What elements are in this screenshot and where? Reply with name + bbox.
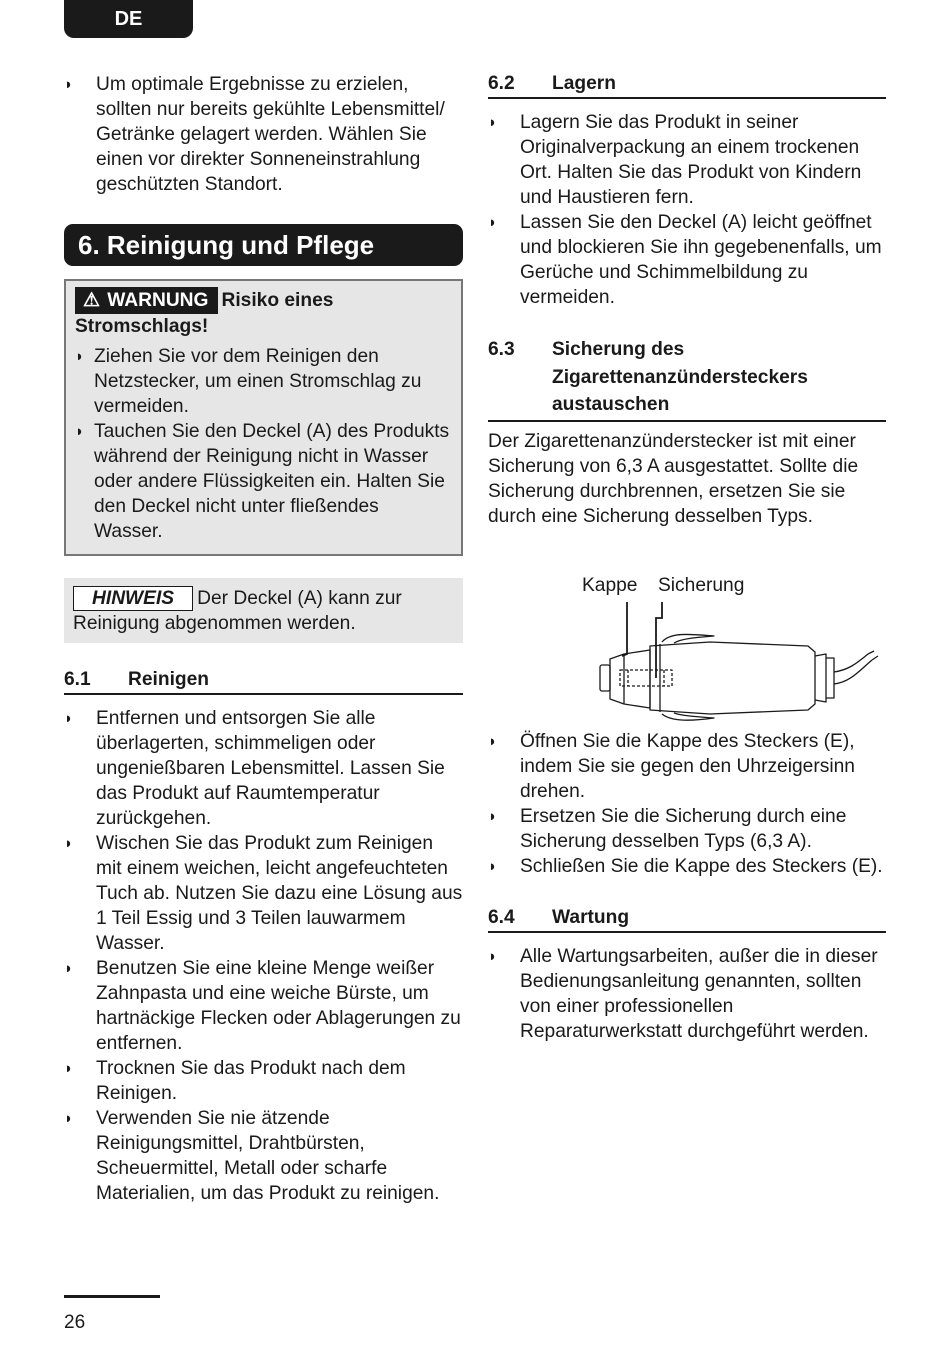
bullet-icon: ◗ <box>64 710 74 727</box>
list-item-text: Ziehen Sie vor dem Reinigen den Netzstecker, um einen Stromschlag zu vermeiden. <box>94 346 422 417</box>
warning-title-line2: Stromschlags! <box>75 316 209 337</box>
list-item-text: Verwenden Sie nie ätzende Reinigungsmittel, Drahtbürsten, Scheuermittel, Metall oder scharfe Materialien, um das Produkt zu reinigen. <box>96 1108 440 1204</box>
list-item-text: Benutzen Sie eine kleine Menge weißer Zahnpasta und eine weiche Bürste, um hartnäckige Flecken oder Ablagerungen zu entfernen. <box>96 958 461 1054</box>
section-6-4-bullet-list <box>488 944 886 1044</box>
list-item <box>75 419 452 544</box>
list-item-text: Trocknen Sie das Produkt nach dem Reinigen. <box>96 1058 406 1104</box>
lighter-plug-figure <box>590 596 880 726</box>
warning-bullet-list <box>75 344 452 544</box>
warning-badge-label: WARNUNG <box>107 290 209 311</box>
list-item-text: Entfernen und entsorgen Sie alle überlagerten, schimmeligen oder ungenießbaren Lebensmittel. Lassen Sie das Produkt auf Raumtemperatur zurückgehen. <box>96 708 445 829</box>
list-item-text: Ersetzen Sie die Sicherung durch eine Sicherung desselben Typs (6,3 A). <box>520 806 847 852</box>
bullet-icon: ◗ <box>64 960 74 977</box>
warning-header <box>75 287 452 314</box>
list-item <box>64 706 463 831</box>
section-title: Lagern <box>552 73 616 94</box>
section-6-2-heading <box>488 71 886 99</box>
bullet-icon: ◗ <box>75 423 85 440</box>
section-title-line1: Sicherung des <box>552 339 685 360</box>
list-item <box>488 854 886 879</box>
bullet-icon: ◗ <box>488 858 498 875</box>
bullet-icon: ◗ <box>488 733 498 750</box>
warning-box <box>64 279 463 556</box>
list-item <box>488 210 886 310</box>
bullet-icon: ◗ <box>488 114 498 131</box>
bullet-icon: ◗ <box>64 1060 74 1077</box>
list-item-text: Schließen Sie die Kappe des Steckers (E). <box>520 856 883 877</box>
list-item <box>64 72 463 197</box>
section-title: Reinigen <box>128 669 210 690</box>
section-title: Wartung <box>552 907 630 928</box>
bullet-icon: ◗ <box>488 948 498 965</box>
list-item <box>64 831 463 956</box>
section-6-3-paragraph: Der Zigarettenanzünderstecker ist mit einer Sicherung von 6,3 A ausgestattet. Sollte die Sicherung durchbrennen, ersetzen Sie sie durch eine Sicherung desselben Typs. <box>488 431 859 527</box>
section-6-4-heading <box>488 905 886 933</box>
warning-badge <box>75 287 218 314</box>
bullet-icon: ◗ <box>488 808 498 825</box>
list-item <box>75 344 452 419</box>
chapter-heading: 6. Reinigung und Pflege <box>64 224 463 266</box>
note-box <box>64 578 463 643</box>
warning-triangle-icon: ⚠ <box>83 290 101 311</box>
list-item <box>64 1106 463 1206</box>
list-item <box>488 110 886 210</box>
list-item <box>488 729 886 804</box>
list-item <box>488 944 886 1044</box>
bullet-icon: ◗ <box>64 1110 74 1127</box>
list-item-text: Tauchen Sie den Deckel (A) des Produkts während der Reinigung nicht in Wasser oder andere Flüssigkeiten ein. Halten Sie den Deckel nicht unter fließendes Wasser. <box>94 421 450 542</box>
page-number: 26 <box>64 1312 86 1333</box>
section-title <box>552 336 886 419</box>
list-item-text: Lagern Sie das Produkt in seiner Originalverpackung an einem trockenen Ort. Halten Sie das Produkt von Kindern und Haustieren fern. <box>520 112 862 208</box>
section-6-1-bullet-list <box>64 706 463 1206</box>
section-6-1-heading <box>64 667 463 695</box>
bullet-icon: ◗ <box>64 76 74 93</box>
section-title-line2: Zigarettenanzündersteckers <box>552 366 808 388</box>
section-number: 6.4 <box>488 907 515 928</box>
intro-bullet-list <box>64 72 463 197</box>
section-6-2-bullet-list <box>488 110 886 310</box>
bullet-icon: ◗ <box>75 348 85 365</box>
section-number: 6.2 <box>488 73 515 94</box>
list-item <box>64 956 463 1056</box>
bullet-icon: ◗ <box>64 835 74 852</box>
note-badge: HINWEIS <box>73 586 193 611</box>
figure-label-cap: Kappe <box>582 575 638 596</box>
section-number: 6.1 <box>64 669 91 690</box>
section-6-3-heading <box>488 336 886 422</box>
list-item <box>64 1056 463 1106</box>
list-item-text: Wischen Sie das Produkt zum Reinigen mit einem weichen, leicht angefeuchteten Tuch ab. Nutzen Sie dazu eine Lösung aus 1 Teil Essig und 3 Teilen lauwarmem Wasser. <box>96 833 463 954</box>
list-item-text: Lassen Sie den Deckel (A) leicht geöffnet und blockieren Sie ihn gegebenenfalls, um Gerüche und Schimmelbildung zu vermeiden. <box>520 212 882 308</box>
section-title-line3: austauschen <box>552 394 670 415</box>
section-number: 6.3 <box>488 339 515 360</box>
language-tab: DE <box>64 0 193 38</box>
list-item-text: Alle Wartungsarbeiten, außer die in dieser Bedienungsanleitung genannten, sollten von einer professionellen Reparaturwerkstatt durchgeführt werden. <box>520 946 878 1042</box>
figure-label-fuse: Sicherung <box>658 575 745 596</box>
bullet-icon: ◗ <box>488 214 498 231</box>
section-6-3-bullet-list <box>488 729 886 879</box>
list-item-text: Öffnen Sie die Kappe des Steckers (E), indem Sie sie gegen den Uhrzeigersinn drehen. <box>520 731 855 802</box>
page-number-rule <box>64 1295 160 1298</box>
warning-title-line1: Risiko eines <box>221 290 334 311</box>
list-item-text: Um optimale Ergebnisse zu erzielen, sollten nur bereits gekühlte Lebensmittel/ Getränke gelagert werden. Wählen Sie einen vor direkter Sonneneinstrahlung geschützten Standort. <box>96 74 445 195</box>
list-item <box>488 804 886 854</box>
note-text: Der Deckel (A) kann zur Reinigung abgenommen werden. <box>73 588 402 634</box>
